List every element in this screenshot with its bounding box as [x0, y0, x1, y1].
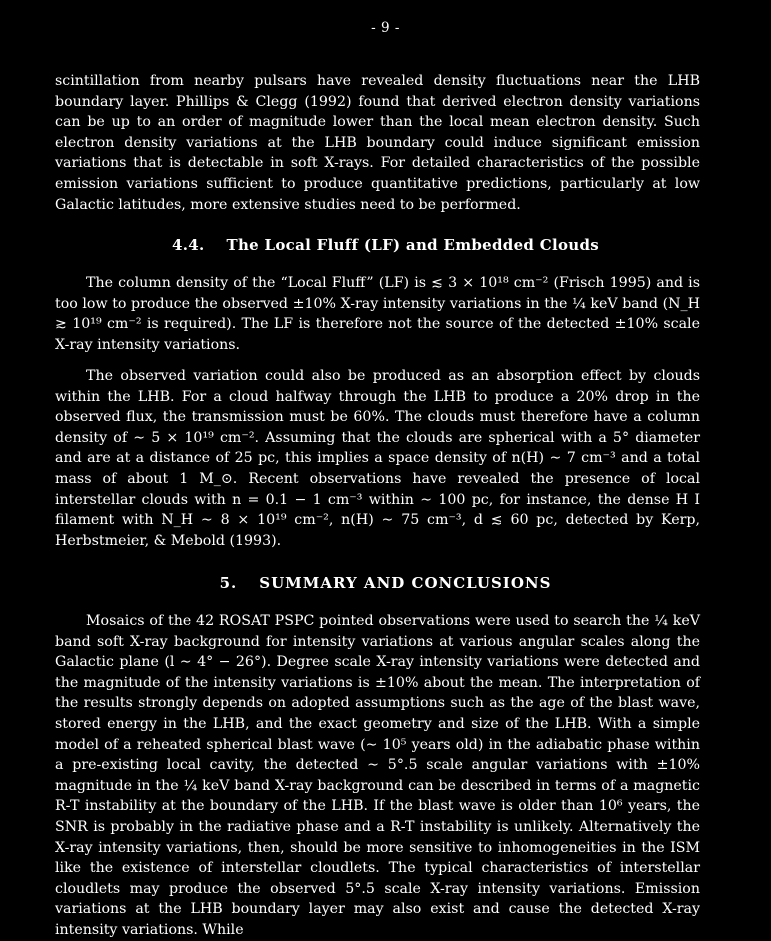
- intro-paragraph: scintillation from nearby pulsars have revealed density fluctuations near the LHB boundary layer. Phillips & Clegg (1992) found that derived electron density variations can be up to an order of magnitude lower than the local mean electron density. Such electron density variations at the LHB boundary could induce significant emission variations that is detectable in soft X-rays. For detailed characteristics of the possible emission variations sufficient to produce quantitative predictions, particularly at low Galactic latitudes, more extensive studies need to be performed.: [55, 73, 700, 213]
- section-4-4-paragraph-1: The column density of the “Local Fluff” (LF) is ≲ 3 × 10¹⁸ cm⁻² (Frisch 1995) and is too low to produce the observed ±10% X-ray intensity variations in the ¼ keV band (N_H ≳ 10¹⁹ cm⁻² is required). The LF is therefore not the source of the detected ±10% scale X-ray intensity variations.: [55, 275, 700, 353]
- section-5-heading: [0, 574, 771, 592]
- section-5-title: SUMMARY AND CONCLUSIONS: [259, 574, 552, 592]
- section-4-4-heading: [0, 236, 771, 254]
- section-4-4-paragraph-2: The observed variation could also be produced as an absorption effect by clouds within the LHB. For a cloud halfway through the LHB to produce a 20% drop in the observed flux, the transmission must be 60%. The clouds must therefore have a column density of ∼ 5 × 10¹⁹ cm⁻². Assuming that the clouds are spherical with a 5° diameter and are at a distance of 25 pc, this implies a space density of n(H) ∼ 7 cm⁻³ and a total mass of about 1 M_⊙. Recent observations have revealed the presence of local interstellar clouds with n = 0.1 − 1 cm⁻³ within ∼ 100 pc, for instance, the dense H I filament with N_H ∼ 8 × 10¹⁹ cm⁻², n(H) ∼ 75 cm⁻³, d ≲ 60 pc, detected by Kerp, Herbstmeier, & Mebold (1993).: [55, 368, 700, 549]
- page-number: - 9 -: [371, 20, 400, 36]
- section-4-4-number: 4.4.: [171, 236, 205, 254]
- section-4-4-title: The Local Fluff (LF) and Embedded Clouds: [226, 236, 600, 254]
- section-5-number: 5.: [219, 574, 238, 592]
- section-5-paragraph-1: Mosaics of the 42 ROSAT PSPC pointed observations were used to search the ¼ keV band soft X-ray background for intensity variations at various angular scales along the Galactic plane (l ∼ 4° − 26°). Degree scale X-ray intensity variations were detected and the magnitude of the intensity variations is ±10% about the mean. The interpretation of the results strongly depends on adopted assumptions such as the age of the blast wave, stored energy in the LHB, and the exact geometry and size of the LHB. With a simple model of a reheated spherical blast wave (∼ 10⁵ years old) in the adiabatic phase within a pre-existing local cavity, the detected ∼ 5°.5 scale angular variations with ±10% magnitude in the ¼ keV band X-ray background can be described in terms of a magnetic R-T instability at the boundary of the LHB. If the blast wave is older than 10⁶ years, the SNR is probably in the radiative phase and a R-T instability is unlikely. Alternatively the X-ray intensity variations, then, should be more sensitive to inhomogeneities in the ISM like the existence of interstellar cloudlets. The typical characteristics of interstellar cloudlets may produce the observed 5°.5 scale X-ray intensity variations. Emission variations at the LHB boundary layer may also exist and cause the detected X-ray intensity variations. While: [55, 613, 700, 938]
